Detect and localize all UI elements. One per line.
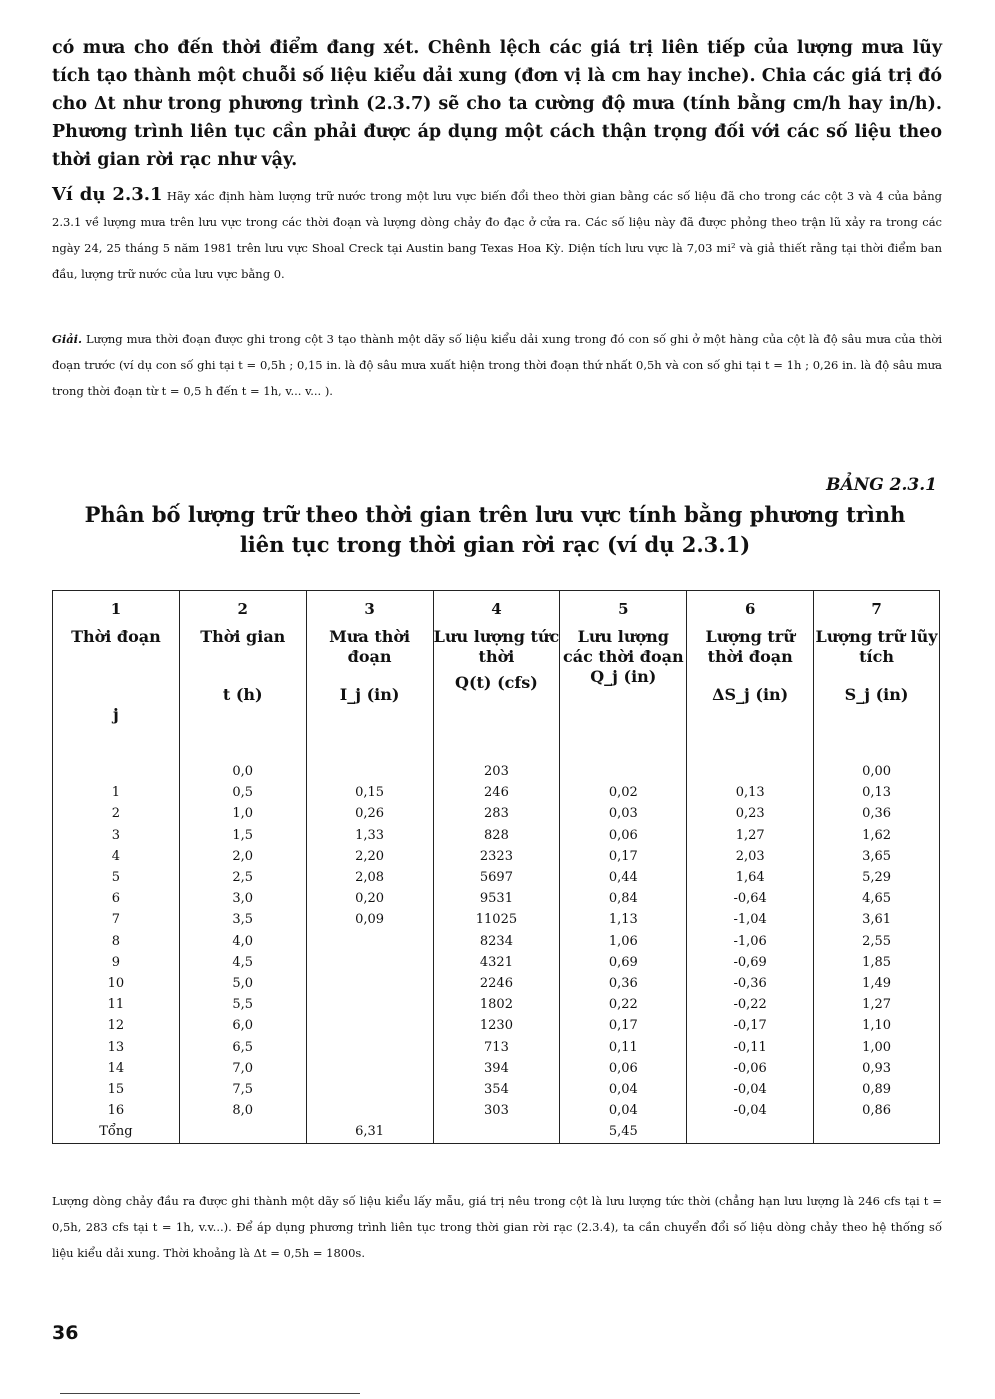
table-cell: 7 bbox=[53, 909, 180, 930]
column-number-row bbox=[53, 591, 940, 628]
table-row bbox=[53, 761, 940, 782]
col-header bbox=[306, 627, 433, 747]
solution-text: Lượng mưa thời đoạn được ghi trong cột 3 tạo thành một dãy số liệu kiểu dải xung trong đó con số ghi ở một hàng của cột là độ sâu mưa của thời đoạn trước (ví dụ con số ghi tại t = 0,5h ; 0,15 in. là độ sâu mưa xuất hiện trong thời đoạn thứ nhất 0,5h và con số ghi tại t = 1h ; 0,26 in. là độ sâu mưa trong thời đoạn từ t = 0,5 h đến t = 1h, v... v... ). bbox=[52, 332, 943, 398]
table-cell: 5,0 bbox=[179, 973, 306, 994]
col-header bbox=[433, 627, 560, 747]
table-cell: 0,06 bbox=[560, 1058, 687, 1079]
col-unit: I_j (in) bbox=[339, 685, 400, 704]
table-body bbox=[53, 761, 940, 1143]
table-cell: 0,04 bbox=[560, 1079, 687, 1100]
col-number: 2 bbox=[179, 591, 306, 628]
col-header bbox=[560, 627, 687, 747]
table-cell: 10 bbox=[53, 973, 180, 994]
table-cell: 2 bbox=[53, 803, 180, 824]
page-number: 36 bbox=[52, 1322, 79, 1344]
table-row bbox=[53, 952, 940, 973]
table-cell bbox=[306, 1058, 433, 1079]
col-unit: ΔS_j (in) bbox=[712, 685, 789, 704]
table-cell: 0,13 bbox=[814, 782, 940, 803]
col-header bbox=[179, 627, 306, 747]
table-cell: -0,17 bbox=[687, 1015, 814, 1036]
table-row bbox=[53, 782, 940, 803]
table-cell: 4 bbox=[53, 846, 180, 867]
col-name: Lưu lượng các thời đoạn bbox=[562, 627, 684, 666]
table-cell: 7,5 bbox=[179, 1079, 306, 1100]
column-header-row bbox=[53, 627, 940, 747]
table-cell: 1 bbox=[53, 782, 180, 803]
col-name: Lưu lượng tức thời bbox=[433, 627, 560, 666]
table-cell: 6,0 bbox=[179, 1015, 306, 1036]
table-cell: -0,36 bbox=[687, 973, 814, 994]
table-cell: 0,17 bbox=[560, 1015, 687, 1036]
table-cell: 1,85 bbox=[814, 952, 940, 973]
table-cell: 0,26 bbox=[306, 803, 433, 824]
table-cell: 3,0 bbox=[179, 888, 306, 909]
table-cell: 5,45 bbox=[560, 1121, 687, 1143]
col-header bbox=[53, 627, 180, 747]
table-row bbox=[53, 825, 940, 846]
table-cell: 1,5 bbox=[179, 825, 306, 846]
example-text: Hãy xác định hàm lượng trữ nước trong một lưu vực biến đổi theo thời gian bằng các số liệu đã cho trong các cột 3 và 4 của bảng 2.3.1 về lượng mưa trên lưu vực trong các thời đoạn và lượng dòng chảy đo đạc ở cửa ra. Các số liệu này đã được phỏng theo trận lũ xảy ra trong các ngày 24, 25 tháng 5 năm 1981 trên lưu vực Shoal Creck tại Austin bang Texas Hoa Kỳ. Diện tích lưu vực là 7,03 mi² và giả thiết rằng tại thời điểm ban đầu, lượng trữ nước của lưu vực bằng 0. bbox=[52, 189, 943, 281]
table-cell bbox=[179, 1121, 306, 1143]
col-name: Thời gian bbox=[200, 627, 286, 646]
example-block bbox=[52, 182, 942, 287]
col-header bbox=[687, 627, 814, 747]
table-cell: 4,0 bbox=[179, 931, 306, 952]
table-cell: 0,86 bbox=[814, 1100, 940, 1121]
table-cell: 1802 bbox=[433, 994, 560, 1015]
table-row bbox=[53, 1100, 940, 1121]
table-cell: 3,5 bbox=[179, 909, 306, 930]
table-cell bbox=[814, 1121, 940, 1143]
col-number: 6 bbox=[687, 591, 814, 628]
table-cell: 0,13 bbox=[687, 782, 814, 803]
table-title bbox=[40, 500, 950, 560]
table-cell: 1,0 bbox=[179, 803, 306, 824]
col-name: Lượng trữ lũy tích bbox=[815, 627, 938, 666]
table-cell: -1,04 bbox=[687, 909, 814, 930]
col-unit: S_j (in) bbox=[844, 685, 909, 704]
table-cell bbox=[306, 952, 433, 973]
table-cell: 6 bbox=[53, 888, 180, 909]
table-cell bbox=[433, 1121, 560, 1143]
table-cell: 2,03 bbox=[687, 846, 814, 867]
col-name: Mưa thời đoạn bbox=[329, 627, 411, 666]
table-cell: 0,5 bbox=[179, 782, 306, 803]
table-cell: 2,55 bbox=[814, 931, 940, 952]
table-cell: -0,22 bbox=[687, 994, 814, 1015]
table-cell: 2323 bbox=[433, 846, 560, 867]
table-cell: 4321 bbox=[433, 952, 560, 973]
col-unit: Q(t) (cfs) bbox=[455, 673, 538, 692]
table-cell: 203 bbox=[433, 761, 560, 782]
table-cell: 12 bbox=[53, 1015, 180, 1036]
table-cell: 0,00 bbox=[814, 761, 940, 782]
col-number: 5 bbox=[560, 591, 687, 628]
intro-paragraph: có mưa cho đến thời điểm đang xét. Chênh lệch các giá trị liên tiếp của lượng mưa lũy tích tạo thành một chuỗi số liệu kiểu dải xung (đơn vị là cm hay inche). Chia các giá trị đó cho Δt như trong phương trình (2.3.7) sẽ cho ta cường độ mưa (tính bằng cm/h hay in/h). Phương trình liên tục cần phải được áp dụng một cách thận trọng đối với các số liệu theo thời gian rời rạc như vậy. bbox=[52, 38, 942, 170]
table-row bbox=[53, 888, 940, 909]
table-cell: 16 bbox=[53, 1100, 180, 1121]
table-cell: 5,29 bbox=[814, 867, 940, 888]
table-cell: 6,5 bbox=[179, 1037, 306, 1058]
table-cell: 1,00 bbox=[814, 1037, 940, 1058]
table-row bbox=[53, 973, 940, 994]
table-row bbox=[53, 1121, 940, 1143]
table-cell: 0,84 bbox=[560, 888, 687, 909]
table-cell: 5697 bbox=[433, 867, 560, 888]
table-cell: 2,5 bbox=[179, 867, 306, 888]
table-row bbox=[53, 994, 940, 1015]
storage-table bbox=[52, 590, 940, 1144]
col-number: 7 bbox=[814, 591, 940, 628]
table-cell bbox=[306, 1079, 433, 1100]
table-cell: -0,11 bbox=[687, 1037, 814, 1058]
table-cell: 3 bbox=[53, 825, 180, 846]
table-cell: 354 bbox=[433, 1079, 560, 1100]
table-cell: 4,65 bbox=[814, 888, 940, 909]
table-cell: 9 bbox=[53, 952, 180, 973]
table-row bbox=[53, 803, 940, 824]
table-cell: 1,06 bbox=[560, 931, 687, 952]
table-cell: 8,0 bbox=[179, 1100, 306, 1121]
col-unit: Q_j (in) bbox=[590, 667, 657, 686]
table-cell: 13 bbox=[53, 1037, 180, 1058]
table-cell: 0,15 bbox=[306, 782, 433, 803]
table-cell bbox=[306, 994, 433, 1015]
col-name: Thời đoạn bbox=[71, 627, 161, 646]
table-cell: 1230 bbox=[433, 1015, 560, 1036]
table-cell: -0,06 bbox=[687, 1058, 814, 1079]
table-cell: 2246 bbox=[433, 973, 560, 994]
table-cell: 2,08 bbox=[306, 867, 433, 888]
table-cell: 0,02 bbox=[560, 782, 687, 803]
col-number: 4 bbox=[433, 591, 560, 628]
col-unit: t (h) bbox=[222, 685, 263, 704]
table-cell: 8234 bbox=[433, 931, 560, 952]
col-header bbox=[814, 627, 940, 747]
bottom-rule bbox=[60, 1393, 360, 1394]
table-cell: 1,33 bbox=[306, 825, 433, 846]
table-label: BẢNG 2.3.1 bbox=[826, 475, 937, 495]
table-row bbox=[53, 931, 940, 952]
table-cell: 0,22 bbox=[560, 994, 687, 1015]
table-cell: 3,65 bbox=[814, 846, 940, 867]
table-cell: 4,5 bbox=[179, 952, 306, 973]
table-cell: 1,27 bbox=[814, 994, 940, 1015]
table-cell: 14 bbox=[53, 1058, 180, 1079]
table-row bbox=[53, 867, 940, 888]
table-cell: -1,06 bbox=[687, 931, 814, 952]
solution-block bbox=[52, 326, 942, 404]
solution-label: Giải. bbox=[52, 332, 83, 346]
table-title-line2: liên tục trong thời gian rời rạc (ví dụ 2.3.1) bbox=[239, 532, 751, 557]
table-cell: 0,36 bbox=[814, 803, 940, 824]
table-cell: 394 bbox=[433, 1058, 560, 1079]
table-cell: 7,0 bbox=[179, 1058, 306, 1079]
table-cell: 0,69 bbox=[560, 952, 687, 973]
table-cell: 303 bbox=[433, 1100, 560, 1121]
table-cell: 283 bbox=[433, 803, 560, 824]
table-cell: -0,64 bbox=[687, 888, 814, 909]
table-cell: 0,44 bbox=[560, 867, 687, 888]
col-name: Lượng trữ thời đoạn bbox=[705, 627, 795, 666]
table-cell: 0,20 bbox=[306, 888, 433, 909]
table-cell: 0,09 bbox=[306, 909, 433, 930]
table-row bbox=[53, 1079, 940, 1100]
table-cell: 0,36 bbox=[560, 973, 687, 994]
table-cell: 0,03 bbox=[560, 803, 687, 824]
table-cell bbox=[306, 1015, 433, 1036]
table-cell: 15 bbox=[53, 1079, 180, 1100]
table-cell: 1,27 bbox=[687, 825, 814, 846]
table-cell: 6,31 bbox=[306, 1121, 433, 1143]
table-row bbox=[53, 1015, 940, 1036]
table-cell bbox=[306, 761, 433, 782]
footnote: Lượng dòng chảy đầu ra được ghi thành một dãy số liệu kiểu lấy mẫu, giá trị nêu trong cột là lưu lượng tức thời (chẳng hạn lưu lượng là 246 cfs tại t = 0,5h, 283 cfs tại t = 1h, v.v...). Để áp dụng phương trình liên tục trong thời gian rời rạc (2.3.4), ta cần chuyển đổi số liệu dòng chảy theo hệ thống số liệu kiểu dải xung. Thời khoảng là Δt = 0,5h = 1800s. bbox=[52, 1194, 942, 1260]
table-cell bbox=[560, 761, 687, 782]
table-cell: 0,06 bbox=[560, 825, 687, 846]
table-cell: 5 bbox=[53, 867, 180, 888]
table-cell: -0,04 bbox=[687, 1100, 814, 1121]
example-heading: Ví dụ 2.3.1 bbox=[52, 184, 163, 205]
table-cell: 11 bbox=[53, 994, 180, 1015]
table-cell: 1,62 bbox=[814, 825, 940, 846]
table-cell bbox=[306, 973, 433, 994]
table-cell: -0,04 bbox=[687, 1079, 814, 1100]
table-cell: 0,0 bbox=[179, 761, 306, 782]
table-cell: 2,0 bbox=[179, 846, 306, 867]
col-unit: j bbox=[113, 705, 119, 724]
table-cell: 11025 bbox=[433, 909, 560, 930]
table-cell: 0,17 bbox=[560, 846, 687, 867]
table-cell: 0,23 bbox=[687, 803, 814, 824]
table-cell: 1,13 bbox=[560, 909, 687, 930]
table-row bbox=[53, 846, 940, 867]
table-row bbox=[53, 1037, 940, 1058]
table-cell: 1,64 bbox=[687, 867, 814, 888]
table-row bbox=[53, 909, 940, 930]
table-cell: 0,89 bbox=[814, 1079, 940, 1100]
table-cell: 5,5 bbox=[179, 994, 306, 1015]
table-cell: 1,10 bbox=[814, 1015, 940, 1036]
table-cell bbox=[306, 1037, 433, 1058]
col-number: 1 bbox=[53, 591, 180, 628]
table-cell: 713 bbox=[433, 1037, 560, 1058]
table-cell: 0,93 bbox=[814, 1058, 940, 1079]
table-title-line1: Phân bố lượng trữ theo thời gian trên lưu vực tính bằng phương trình bbox=[84, 502, 906, 527]
table-cell: -0,69 bbox=[687, 952, 814, 973]
table-cell: 1,49 bbox=[814, 973, 940, 994]
table-cell: 0,11 bbox=[560, 1037, 687, 1058]
table-cell: 3,61 bbox=[814, 909, 940, 930]
table-cell bbox=[687, 761, 814, 782]
table-cell: 9531 bbox=[433, 888, 560, 909]
table-cell: 2,20 bbox=[306, 846, 433, 867]
col-number: 3 bbox=[306, 591, 433, 628]
table-row bbox=[53, 1058, 940, 1079]
table-cell bbox=[53, 761, 180, 782]
table-cell: 828 bbox=[433, 825, 560, 846]
table-cell: 0,04 bbox=[560, 1100, 687, 1121]
table-cell bbox=[687, 1121, 814, 1143]
table-cell bbox=[306, 1100, 433, 1121]
table-cell bbox=[306, 931, 433, 952]
table-cell: Tổng bbox=[53, 1121, 180, 1143]
table-cell: 246 bbox=[433, 782, 560, 803]
table-cell: 8 bbox=[53, 931, 180, 952]
